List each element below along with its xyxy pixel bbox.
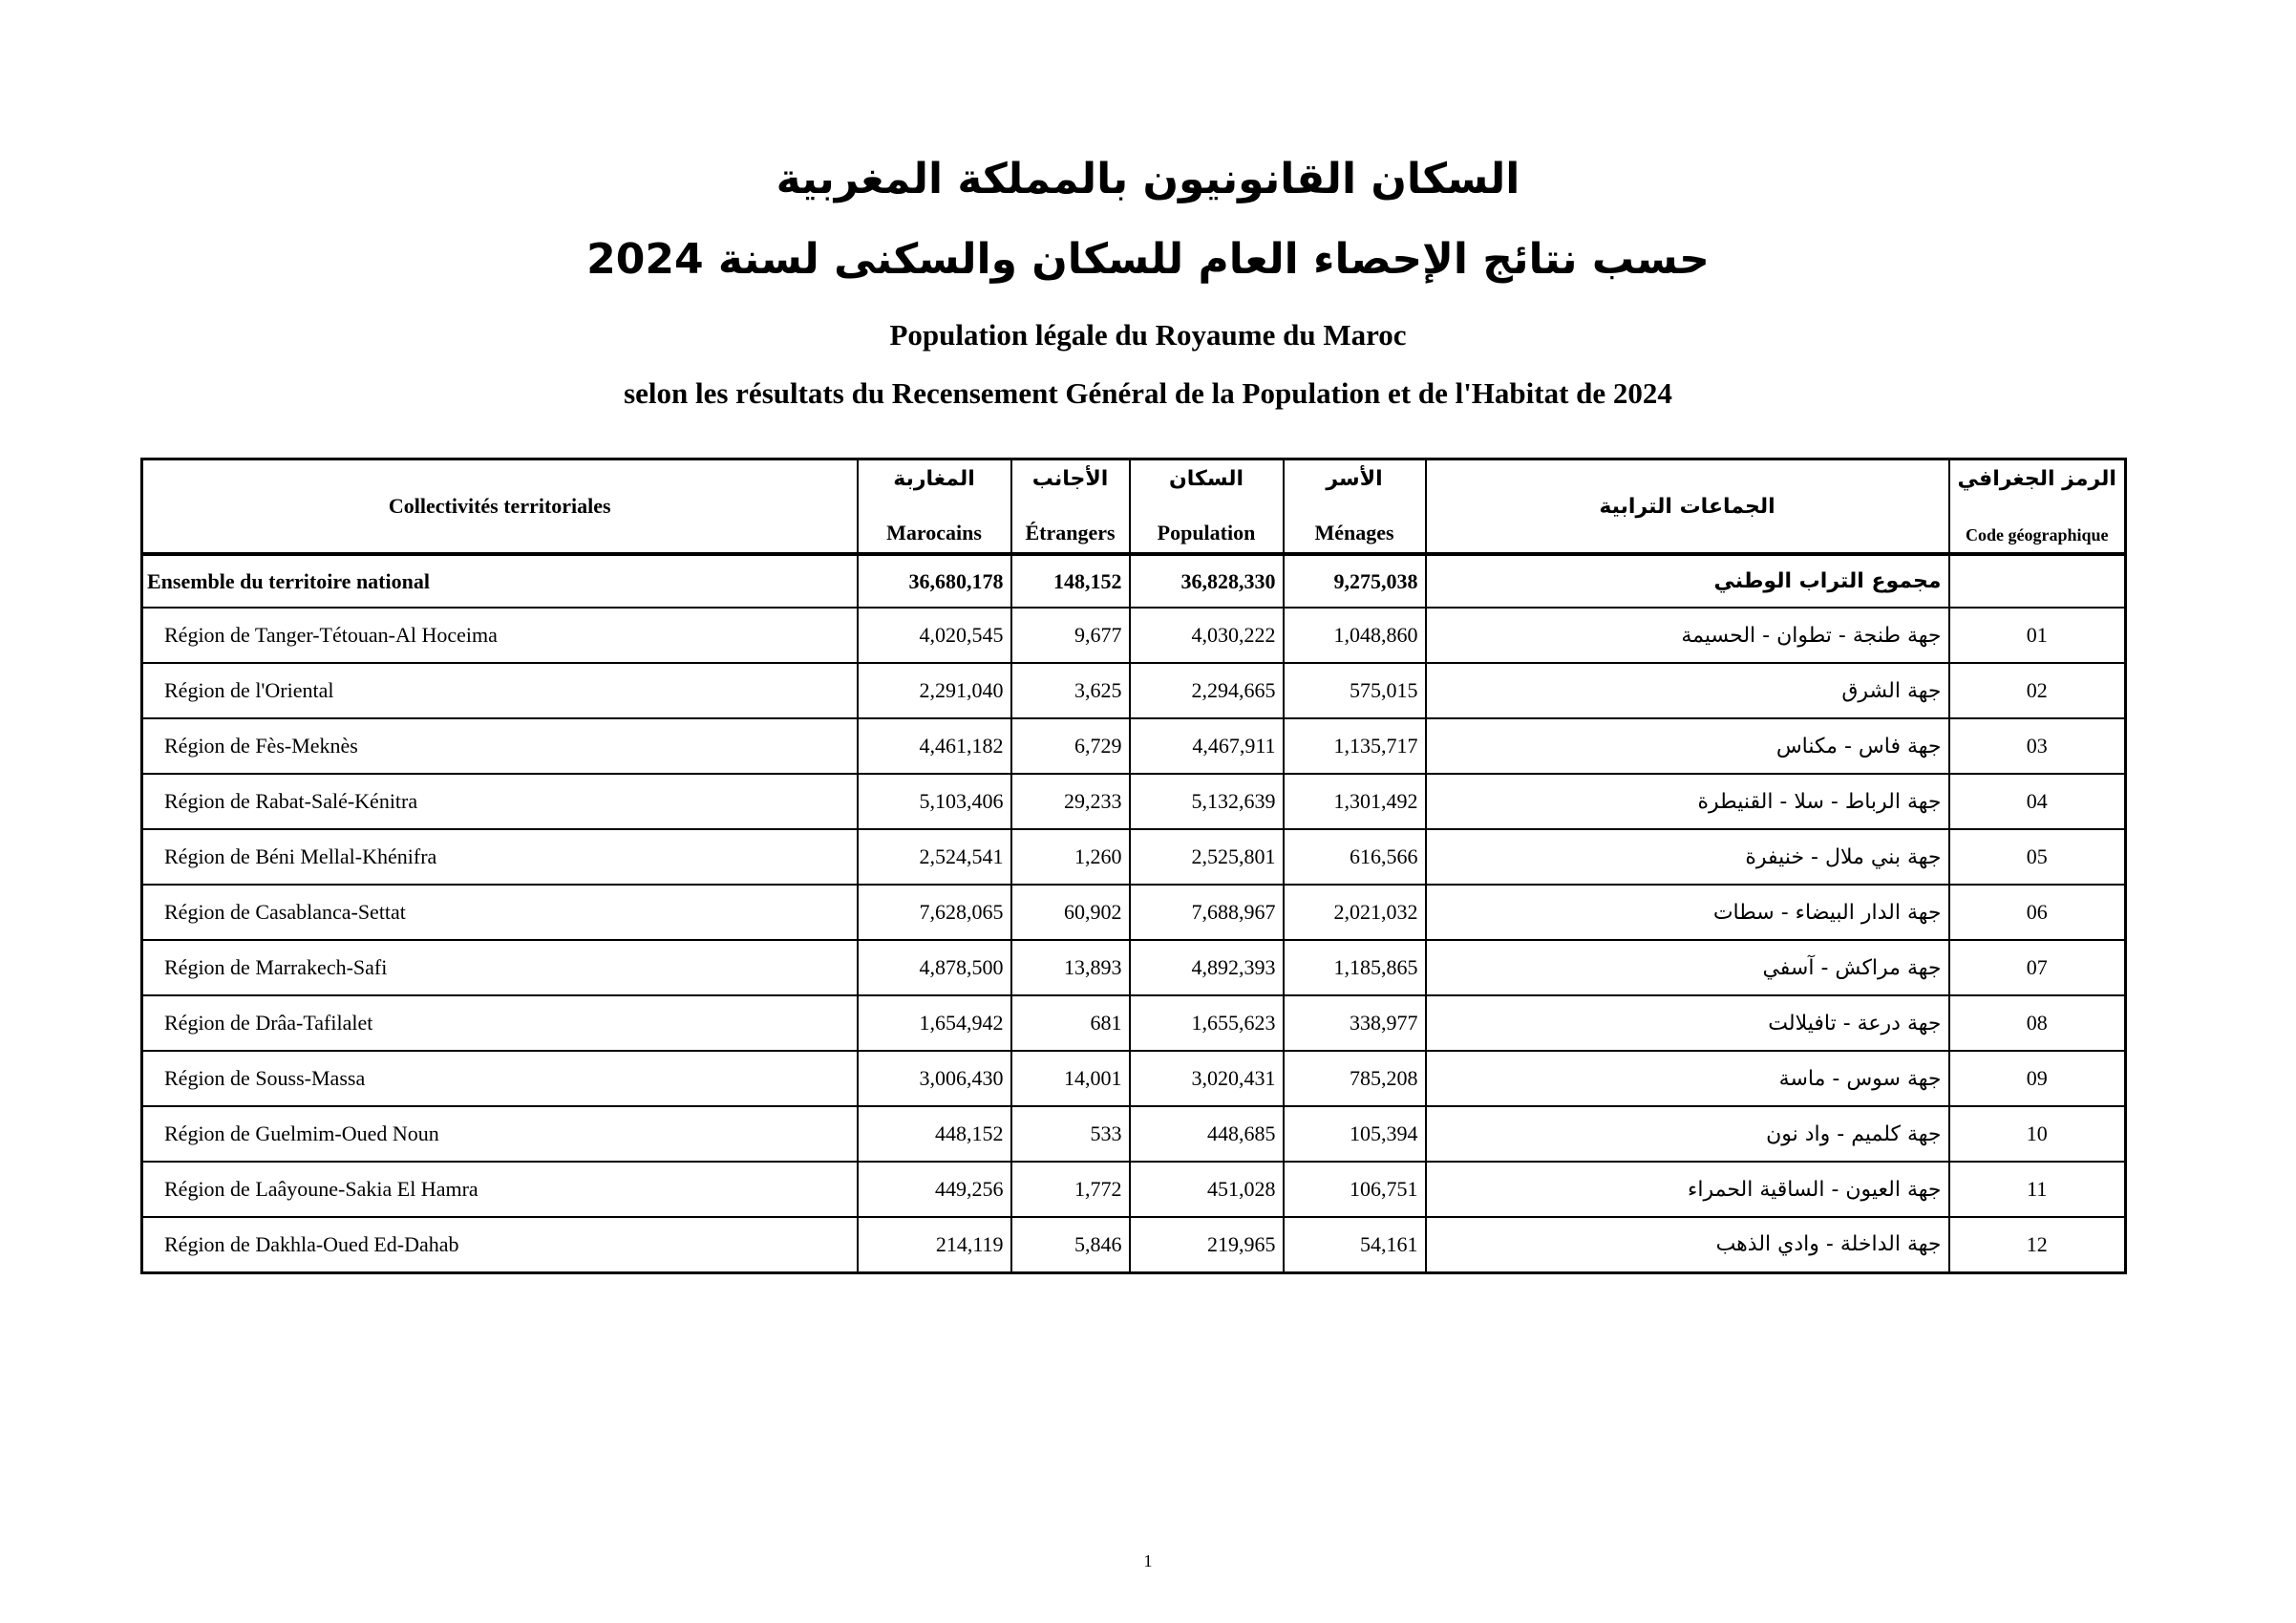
region-etrangers: 6,729	[1011, 718, 1130, 774]
region-population: 4,892,393	[1130, 940, 1284, 995]
table-row	[142, 1051, 2126, 1106]
header-collectivites: Collectivités territoriales	[142, 459, 858, 555]
header-code-ar: الرمز الجغرافي	[1957, 467, 2116, 491]
table-row	[142, 885, 2126, 940]
region-population: 4,030,222	[1130, 608, 1284, 663]
region-population: 4,467,911	[1130, 718, 1284, 774]
region-marocains: 448,152	[858, 1106, 1011, 1162]
page-number: 1	[1143, 1551, 1153, 1570]
header-code	[1949, 459, 2126, 555]
header-marocains	[858, 459, 1011, 555]
region-code: 03	[1949, 718, 2126, 774]
region-etrangers: 13,893	[1011, 940, 1130, 995]
region-etrangers: 3,625	[1011, 663, 1130, 718]
table-row	[142, 1162, 2126, 1217]
table-row	[142, 718, 2126, 774]
region-name-ar: جهة الدار البيضاء - سطات	[1426, 885, 1949, 940]
region-menages: 338,977	[1284, 995, 1426, 1051]
region-marocains: 4,461,182	[858, 718, 1011, 774]
region-code: 01	[1949, 608, 2126, 663]
region-menages: 1,185,865	[1284, 940, 1426, 995]
region-marocains: 4,020,545	[858, 608, 1011, 663]
region-name-ar: جهة سوس - ماسة	[1426, 1051, 1949, 1106]
total-population: 36,828,330	[1130, 554, 1284, 608]
table-row	[142, 663, 2126, 718]
header-etrangers-fr: Étrangers	[1025, 521, 1116, 545]
region-etrangers: 14,001	[1011, 1051, 1130, 1106]
header-code-fr: Code géographique	[1965, 525, 2109, 545]
region-name-fr: Région de Béni Mellal-Khénifra	[142, 829, 858, 885]
region-menages: 616,566	[1284, 829, 1426, 885]
population-table	[140, 458, 2127, 1274]
region-name-ar: جهة الداخلة - وادي الذهب	[1426, 1217, 1949, 1272]
region-menages: 1,048,860	[1284, 608, 1426, 663]
region-name-fr: Région de l'Oriental	[142, 663, 858, 718]
region-marocains: 214,119	[858, 1217, 1011, 1272]
region-name-ar: جهة مراكش - آسفي	[1426, 940, 1949, 995]
region-menages: 785,208	[1284, 1051, 1426, 1106]
region-marocains: 7,628,065	[858, 885, 1011, 940]
region-population: 2,525,801	[1130, 829, 1284, 885]
region-name-ar: جهة الرباط - سلا - القنيطرة	[1426, 774, 1949, 829]
region-name-fr: Région de Casablanca-Settat	[142, 885, 858, 940]
title-french-line2: selon les résultats du Recensement Général de la Population et de l'Habitat de 2024	[624, 376, 1672, 410]
region-population: 5,132,639	[1130, 774, 1284, 829]
region-code: 07	[1949, 940, 2126, 995]
header-etrangers-ar: الأجانب	[1031, 467, 1109, 491]
region-population: 219,965	[1130, 1217, 1284, 1272]
region-name-fr: Région de Dakhla-Oued Ed-Dahab	[142, 1217, 858, 1272]
table-row	[142, 1217, 2126, 1272]
region-name-ar: جهة درعة - تافيلالت	[1426, 995, 1949, 1051]
region-etrangers: 681	[1011, 995, 1130, 1051]
header-population-ar: السكان	[1168, 467, 1244, 491]
region-marocains: 1,654,942	[858, 995, 1011, 1051]
header-marocains-fr: Marocains	[886, 521, 982, 545]
title-french-line1: Population légale du Royaume du Maroc	[889, 318, 1407, 352]
header-etrangers	[1011, 459, 1130, 555]
region-name-fr: Région de Marrakech-Safi	[142, 940, 858, 995]
region-marocains: 5,103,406	[858, 774, 1011, 829]
region-name-ar: جهة كلميم - واد نون	[1426, 1106, 1949, 1162]
region-name-ar: جهة العيون - الساقية الحمراء	[1426, 1162, 1949, 1217]
region-etrangers: 9,677	[1011, 608, 1130, 663]
total-menages: 9,275,038	[1284, 554, 1426, 608]
region-code: 05	[1949, 829, 2126, 885]
region-menages: 1,135,717	[1284, 718, 1426, 774]
region-population: 1,655,623	[1130, 995, 1284, 1051]
table-row	[142, 774, 2126, 829]
region-code: 09	[1949, 1051, 2126, 1106]
header-row	[142, 459, 2126, 555]
region-etrangers: 60,902	[1011, 885, 1130, 940]
region-name-fr: Région de Souss-Massa	[142, 1051, 858, 1106]
header-population	[1130, 459, 1284, 555]
header-menages-fr: Ménages	[1314, 521, 1394, 545]
region-name-fr: Région de Laâyoune-Sakia El Hamra	[142, 1162, 858, 1217]
region-population: 7,688,967	[1130, 885, 1284, 940]
region-code: 08	[1949, 995, 2126, 1051]
region-etrangers: 533	[1011, 1106, 1130, 1162]
region-name-ar: جهة الشرق	[1426, 663, 1949, 718]
region-etrangers: 1,260	[1011, 829, 1130, 885]
table-row	[142, 1106, 2126, 1162]
table-row	[142, 608, 2126, 663]
total-name-fr: Ensemble du territoire national	[142, 554, 858, 608]
region-code: 11	[1949, 1162, 2126, 1217]
region-code: 06	[1949, 885, 2126, 940]
region-name-fr: Région de Drâa-Tafilalet	[142, 995, 858, 1051]
region-code: 04	[1949, 774, 2126, 829]
header-menages-ar: الأسر	[1326, 467, 1383, 491]
header-marocains-ar: المغاربة	[893, 467, 975, 491]
region-menages: 54,161	[1284, 1217, 1426, 1272]
region-marocains: 2,524,541	[858, 829, 1011, 885]
region-population: 2,294,665	[1130, 663, 1284, 718]
title-arabic-line2: حسب نتائج الإحصاء العام للسكان والسكنى لسنة 2024	[586, 235, 1710, 284]
total-name-ar: مجموع التراب الوطني	[1426, 554, 1949, 608]
region-code: 02	[1949, 663, 2126, 718]
region-marocains: 4,878,500	[858, 940, 1011, 995]
total-marocains: 36,680,178	[858, 554, 1011, 608]
region-population: 451,028	[1130, 1162, 1284, 1217]
region-name-ar: جهة طنجة - تطوان - الحسيمة	[1426, 608, 1949, 663]
region-menages: 575,015	[1284, 663, 1426, 718]
table-row	[142, 940, 2126, 995]
region-menages: 106,751	[1284, 1162, 1426, 1217]
region-population: 448,685	[1130, 1106, 1284, 1162]
region-name-ar: جهة بني ملال - خنيفرة	[1426, 829, 1949, 885]
region-marocains: 3,006,430	[858, 1051, 1011, 1106]
total-row	[142, 554, 2126, 608]
total-code	[1949, 554, 2126, 608]
table-row	[142, 995, 2126, 1051]
region-name-ar: جهة فاس - مكناس	[1426, 718, 1949, 774]
region-code: 10	[1949, 1106, 2126, 1162]
header-menages	[1284, 459, 1426, 555]
region-marocains: 449,256	[858, 1162, 1011, 1217]
region-menages: 105,394	[1284, 1106, 1426, 1162]
region-population: 3,020,431	[1130, 1051, 1284, 1106]
region-name-fr: Région de Guelmim-Oued Noun	[142, 1106, 858, 1162]
region-menages: 2,021,032	[1284, 885, 1426, 940]
region-menages: 1,301,492	[1284, 774, 1426, 829]
region-name-fr: Région de Fès-Meknès	[142, 718, 858, 774]
region-name-fr: Région de Rabat-Salé-Kénitra	[142, 774, 858, 829]
region-etrangers: 5,846	[1011, 1217, 1130, 1272]
region-etrangers: 29,233	[1011, 774, 1130, 829]
table-row	[142, 829, 2126, 885]
region-name-fr: Région de Tanger-Tétouan-Al Hoceima	[142, 608, 858, 663]
header-population-fr: Population	[1157, 521, 1256, 545]
total-etrangers: 148,152	[1011, 554, 1130, 608]
region-marocains: 2,291,040	[858, 663, 1011, 718]
region-etrangers: 1,772	[1011, 1162, 1130, 1217]
region-code: 12	[1949, 1217, 2126, 1272]
title-arabic-line1: السكان القانونيون بالمملكة المغربية	[776, 155, 1520, 203]
header-jamaat-ar: الجماعات الترابية	[1426, 459, 1949, 555]
